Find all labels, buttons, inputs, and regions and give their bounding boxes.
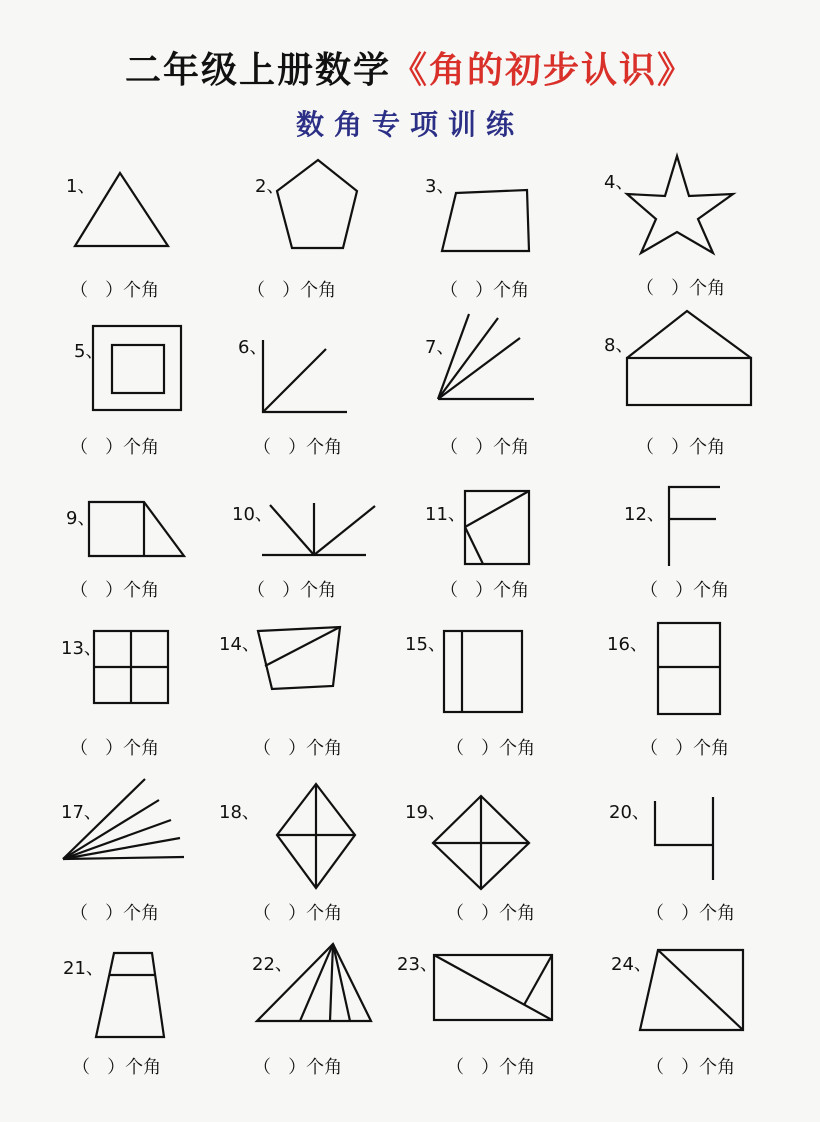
- answer-blank[interactable]: （ ）个角: [640, 580, 730, 601]
- answer-blank[interactable]: （ ）个角: [636, 278, 726, 299]
- answer-blank[interactable]: （ ）个角: [247, 580, 337, 601]
- answer-blank[interactable]: （ ）个角: [253, 738, 343, 759]
- figure-13-grid-square: [94, 631, 168, 703]
- problem-number: 20、: [609, 802, 650, 823]
- problem-number: 22、: [252, 954, 293, 975]
- figure-6-angle-rays: [263, 340, 347, 412]
- answer-blank[interactable]: （ ）个角: [253, 903, 343, 924]
- answer-blank[interactable]: （ ）个角: [446, 903, 536, 924]
- figure-5-nested-squares: [93, 326, 181, 410]
- problem-number: 13、: [61, 638, 102, 659]
- problem-number: 1、: [66, 176, 96, 197]
- problem-number: 18、: [219, 802, 260, 823]
- worksheet-subtitle: 数角专项训练: [295, 108, 524, 141]
- problem-number: 2、: [255, 176, 285, 197]
- figure-14-quad-diagonal: [258, 627, 340, 689]
- problem-number: 3、: [425, 176, 455, 197]
- problem-number: 21、: [63, 958, 104, 979]
- figure-11-square-lines: [465, 491, 529, 564]
- answer-blank[interactable]: （ ）个角: [440, 280, 530, 301]
- answer-blank[interactable]: （ ）个角: [70, 903, 160, 924]
- problem-number: 23、: [397, 954, 438, 975]
- answer-blank[interactable]: （ ）个角: [253, 437, 343, 458]
- answer-blank[interactable]: （ ）个角: [440, 437, 530, 458]
- problem-number: 19、: [405, 802, 446, 823]
- figure-15-rect-split: [444, 631, 522, 712]
- problem-number: 14、: [219, 634, 260, 655]
- figure-16-rect-split: [658, 623, 720, 714]
- answer-blank[interactable]: （ ）个角: [446, 738, 536, 759]
- problem-number: 9、: [66, 508, 96, 529]
- figure-21-trapezoid: [96, 953, 164, 1037]
- figure-24-quad-diagonal: [640, 950, 743, 1030]
- problem-number: 6、: [238, 337, 268, 358]
- problem-number: 24、: [611, 954, 652, 975]
- answer-blank[interactable]: （ ）个角: [640, 738, 730, 759]
- figure-12-f-shape: [669, 487, 720, 566]
- answer-blank[interactable]: （ ）个角: [446, 1057, 536, 1078]
- problem-number: 16、: [607, 634, 648, 655]
- figure-10-rays: [262, 503, 375, 555]
- answer-blank[interactable]: （ ）个角: [636, 437, 726, 458]
- problem-number: 17、: [61, 802, 102, 823]
- figure-4-star: [627, 156, 733, 253]
- answer-blank[interactable]: （ ）个角: [70, 580, 160, 601]
- answer-blank[interactable]: （ ）个角: [646, 1057, 736, 1078]
- problem-number: 15、: [405, 634, 446, 655]
- answer-blank[interactable]: （ ）个角: [646, 903, 736, 924]
- figure-3-quadrilateral: [442, 190, 529, 251]
- problem-number: 7、: [425, 337, 455, 358]
- answer-blank[interactable]: （ ）个角: [70, 738, 160, 759]
- figure-2-pentagon: [277, 160, 357, 248]
- answer-blank[interactable]: （ ）个角: [247, 280, 337, 301]
- problem-number: 10、: [232, 504, 273, 525]
- problem-number: 11、: [425, 504, 466, 525]
- figure-9-trapezoid-split: [89, 502, 184, 556]
- answer-blank[interactable]: （ ）个角: [253, 1057, 343, 1078]
- title-accent: 《角的初步认识》: [391, 50, 696, 91]
- figure-18-kite: [277, 784, 355, 888]
- figure-8-house: [627, 311, 751, 405]
- figure-23-rect-lines: [434, 955, 552, 1020]
- problem-number: 8、: [604, 335, 634, 356]
- answer-blank[interactable]: （ ）个角: [440, 580, 530, 601]
- figure-20-lines: [655, 797, 713, 880]
- problem-number: 12、: [624, 504, 665, 525]
- problem-number: 4、: [604, 172, 634, 193]
- answer-blank[interactable]: （ ）个角: [70, 280, 160, 301]
- answer-blank[interactable]: （ ）个角: [72, 1057, 162, 1078]
- problem-number: 5、: [74, 341, 104, 362]
- figure-19-rhombus: [433, 796, 529, 889]
- answer-blank[interactable]: （ ）个角: [70, 437, 160, 458]
- title-main: 二年级上册数学: [124, 50, 391, 91]
